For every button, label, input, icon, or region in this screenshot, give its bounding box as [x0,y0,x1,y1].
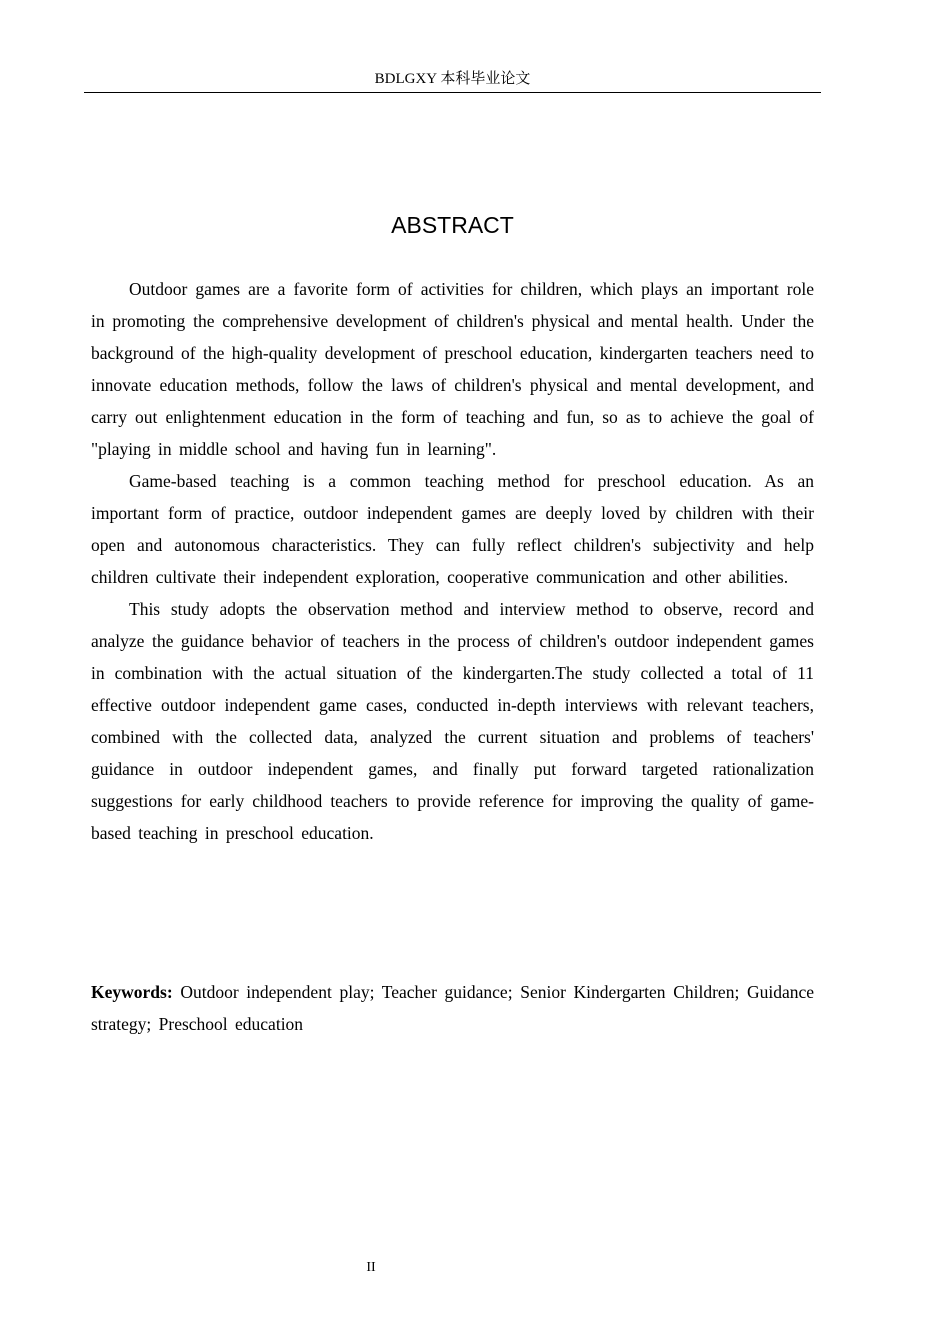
keywords-section [91,976,814,1040]
running-header [84,66,821,93]
abstract-body [91,273,814,849]
abstract-paragraph-2: Game-based teaching is a common teaching method for preschool education. As an important form of practice, outdoor independent games are deeply loved by children with their open and autonomous characteristics. They can fully reflect children's subjectivity and help children cultivate their independent exploration, cooperative communication and other abilities. [91,471,814,587]
page-number: II [366,1260,376,1275]
abstract-paragraph-3: This study adopts the observation method and interview method to observe, record and analyze the guidance behavior of teachers in the process of children's outdoor independent games in combination with the actual situation of the kindergarten.The study collected a total of 11 effective outdoor independent game cases, conducted in-depth interviews with relevant teachers, combined with the collected data, analyzed the current situation and problems of teachers' guidance in outdoor independent games, and finally put forward targeted rationalization suggestions for early childhood teachers to provide reference for improving the quality of game-based teaching in preschool education. [91,599,814,843]
abstract-paragraph-1: Outdoor games are a favorite form of activities for children, which plays an important role in promoting the comprehensive development of children's physical and mental health. Under the background of the high-quality development of preschool education, kindergarten teachers need to innovate education methods, follow the laws of children's physical and mental development, and carry out enlightenment education in the form of teaching and fun, so as to achieve the goal of "playing in middle school and having fun in learning". [91,279,814,459]
keywords-text: Outdoor independent play; Teacher guidance; Senior Kindergarten Children; Guidance strategy; Preschool education [91,982,814,1034]
header-title: BDLGXY 本科毕业论文 [374,71,531,87]
keywords-label: Keywords: [91,982,173,1002]
abstract-title: ABSTRACT [391,212,514,238]
